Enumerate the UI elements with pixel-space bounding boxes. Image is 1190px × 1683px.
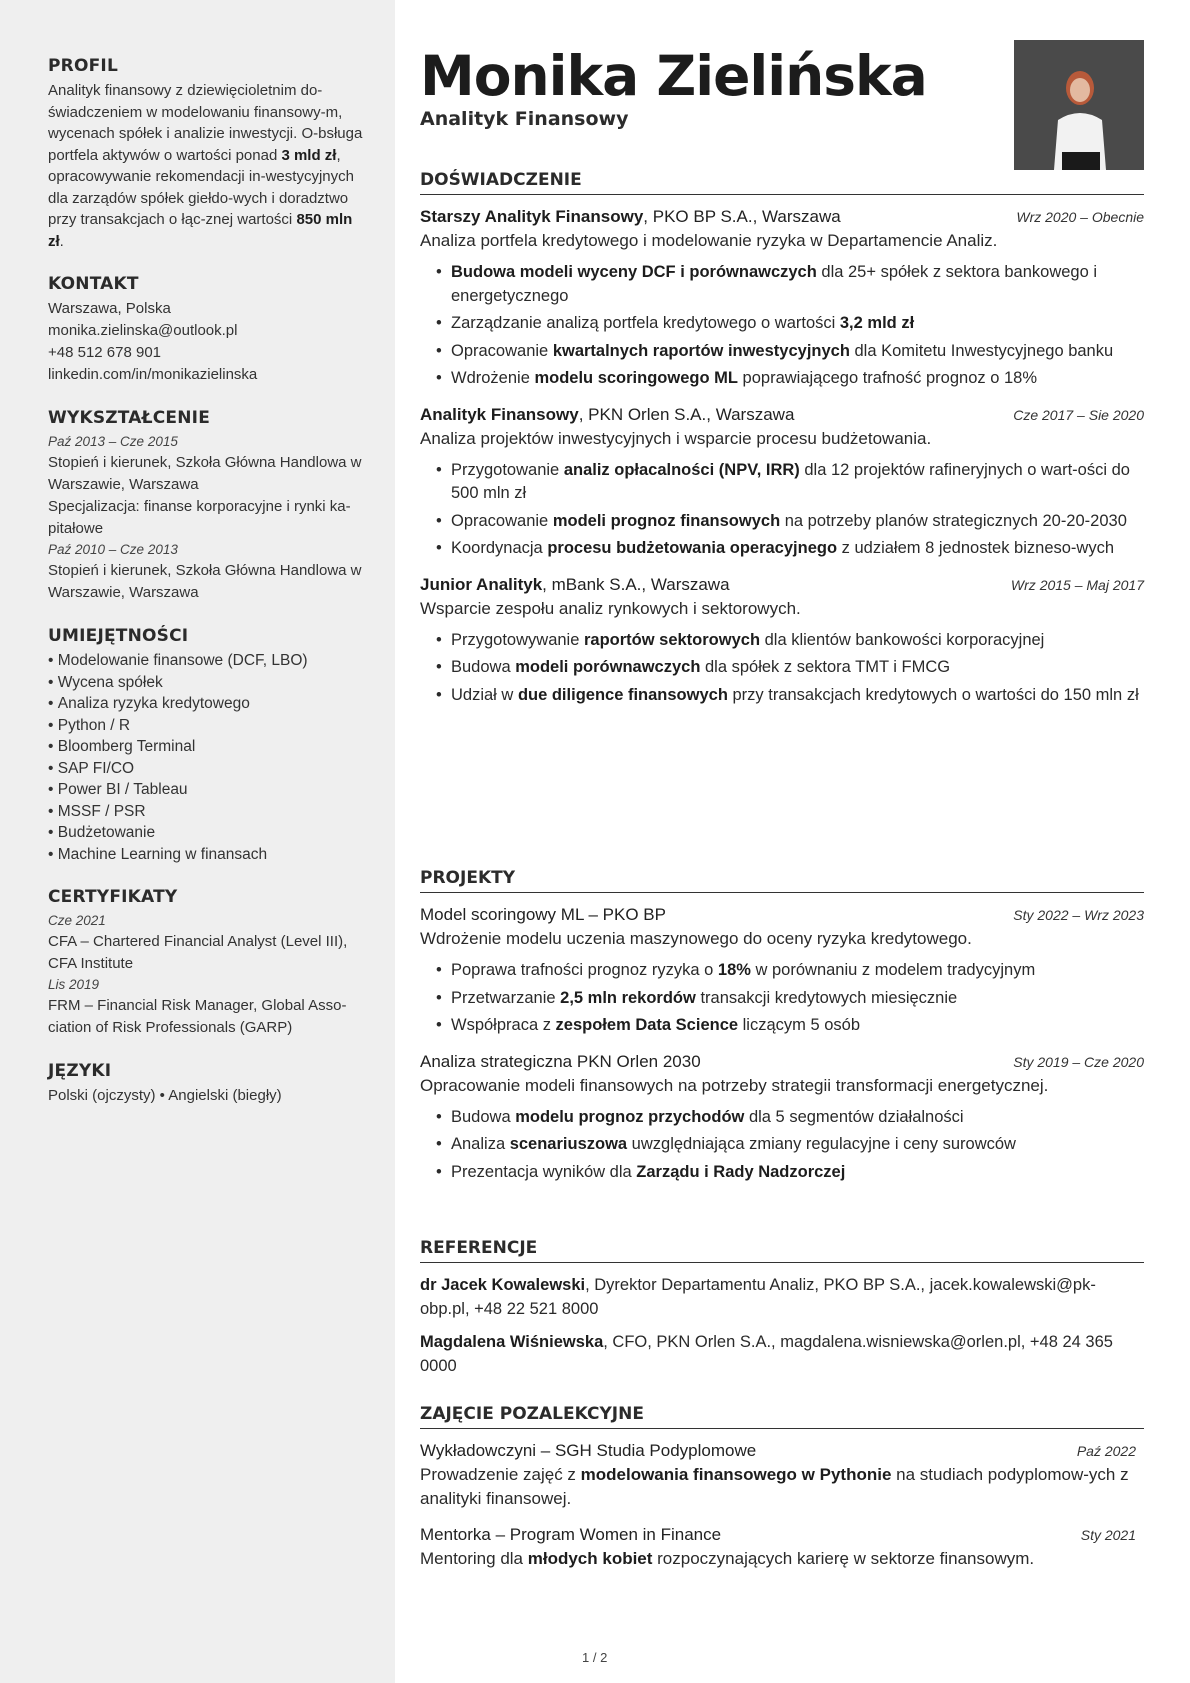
job-bullet: • Opracowanie kwartalnych raportów inwestycyjnych dla Komitetu Inwestycyjnego banku xyxy=(436,340,1144,364)
certificates-title: CERTYFIKATY xyxy=(48,887,178,907)
job-header xyxy=(420,403,1144,427)
contact-title: KONTAKT xyxy=(48,274,139,294)
profile-title: PROFIL xyxy=(48,56,118,76)
sidebar xyxy=(0,0,395,1683)
project-entry xyxy=(420,1050,1144,1185)
activity-date: Paź 2022 xyxy=(1076,1443,1136,1459)
skill-item: • Modelowanie finansowe (DCF, LBO) xyxy=(48,650,367,672)
project-bullet: • Poprawa trafności prognoz ryzyka o 18% w porównaniu z modelem tradycyjnym xyxy=(436,959,1144,983)
job-position: Junior Analityk xyxy=(420,574,543,594)
page-number: 1 / 2 xyxy=(582,1650,608,1665)
certificates-section xyxy=(48,887,367,1039)
project-bullets xyxy=(436,959,1144,1038)
job-bullets xyxy=(436,261,1144,391)
project-bullet: • Prezentacja wyników dla Zarządu i Rady Nadzorczej xyxy=(436,1161,1144,1185)
profile-photo xyxy=(1014,40,1144,170)
skills-title: UMIEJĘTNOŚCI xyxy=(48,626,189,646)
job-description: Wsparcie zespołu analiz rynkowych i sektorowych. xyxy=(420,598,801,618)
activity-description: Prowadzenie zajęć z modelowania finansowego w Pythonie na studiach podyplomow-ych z analityki finansowej. xyxy=(420,1465,1129,1508)
extracurricular-section xyxy=(420,1404,1144,1583)
project-description: Opracowanie modeli finansowych na potrzeby strategii transformacji energetycznej. xyxy=(420,1075,1049,1095)
job-description: Analiza portfela kredytowego i modelowanie ryzyka w Departamencie Analiz. xyxy=(420,231,998,250)
certificate-text: CFA – Chartered Financial Analyst (Level III), CFA Institute xyxy=(48,933,348,972)
skill-item: • Python / R xyxy=(48,715,367,737)
job-position: Analityk Finansowy xyxy=(420,404,579,424)
candidate-name: Monika Zielińska xyxy=(420,44,927,108)
reference-item: Magdalena Wiśniewska, CFO, PKN Orlen S.A., magdalena.wisniewska@orlen.pl, +48 24 365 0000 xyxy=(420,1333,1113,1375)
job-header xyxy=(420,205,1144,229)
activity-date: Sty 2021 xyxy=(1080,1527,1136,1543)
education-section xyxy=(48,408,367,604)
project-header xyxy=(420,903,1144,927)
skill-item: • Analiza ryzyka kredytowego xyxy=(48,693,367,715)
skill-item: • MSSF / PSR xyxy=(48,801,367,823)
contact-section xyxy=(48,274,367,386)
job-bullet: • Budowa modeli wyceny DCF i porównawczych dla 25+ spółek z sektora bankowego i energetycznego xyxy=(436,261,1144,308)
skills-list xyxy=(48,650,367,865)
activity-name: Wykładowczyni – SGH Studia Podyplomowe xyxy=(420,1441,757,1460)
portrait-image xyxy=(1014,40,1144,170)
job-date: Wrz 2015 – Maj 2017 xyxy=(1010,576,1144,593)
contact-phone: +48 512 678 901 xyxy=(48,344,162,361)
education-date: Paź 2013 – Cze 2015 xyxy=(48,434,178,449)
extracurricular-title: ZAJĘCIE POZALEKCYJNE xyxy=(420,1404,1144,1429)
project-name: Analiza strategiczna PKN Orlen 2030 xyxy=(420,1051,701,1071)
job-bullet: • Opracowanie modeli prognoz finansowych na potrzeby planów strategicznych 20-20-2030 xyxy=(436,510,1144,534)
job-bullets xyxy=(436,629,1144,708)
job-bullet: • Udział w due diligence finansowych przy transakcjach kredytowych o wartości do 150 mln zł xyxy=(436,684,1144,708)
project-bullets xyxy=(436,1106,1144,1185)
activity-entry xyxy=(420,1439,1144,1511)
contact-location: Warszawa, Polska xyxy=(48,300,171,317)
job-header xyxy=(420,573,1144,597)
skill-item: • Power BI / Tableau xyxy=(48,779,367,801)
experience-section xyxy=(420,170,1144,719)
education-title: WYKSZTAŁCENIE xyxy=(48,408,211,428)
projects-section xyxy=(420,868,1144,1196)
project-date: Sty 2019 – Cze 2020 xyxy=(1013,1053,1144,1070)
skill-item: • SAP FI/CO xyxy=(48,758,367,780)
certificate-date: Cze 2021 xyxy=(48,913,106,928)
main-content xyxy=(420,0,1144,1683)
certificate-text: FRM – Financial Risk Manager, Global Asso-ciation of Risk Professionals (GARP) xyxy=(48,997,347,1036)
project-header xyxy=(420,1050,1144,1074)
skill-item: • Wycena spółek xyxy=(48,672,367,694)
job-entry xyxy=(420,573,1144,708)
projects-title: PROJEKTY xyxy=(420,868,1144,893)
job-date: Wrz 2020 – Obecnie xyxy=(1016,209,1144,225)
project-bullet: • Współpraca z zespołem Data Science liczącym 5 osób xyxy=(436,1014,1144,1038)
project-entry xyxy=(420,903,1144,1038)
job-company: , mBank S.A., Warszawa xyxy=(542,574,730,594)
education-school: Stopień i kierunek, Szkoła Główna Handlowa w Warszawie, Warszawa xyxy=(48,562,362,601)
contact-email[interactable]: monika.zielinska@outlook.pl xyxy=(48,322,238,339)
languages-section xyxy=(48,1061,367,1107)
job-bullet: • Budowa modeli porównawczych dla spółek z sektora TMT i FMCG xyxy=(436,656,1144,680)
project-bullet: • Przetwarzanie 2,5 mln rekordów transakcji kredytowych miesięcznie xyxy=(436,987,1144,1011)
activity-description: Mentoring dla młodych kobiet rozpoczynających karierę w sektorze finansowym. xyxy=(420,1549,1035,1568)
project-name: Model scoringowy ML – PKO BP xyxy=(420,905,666,924)
certificate-date: Lis 2019 xyxy=(48,977,100,992)
project-description: Wdrożenie modelu uczenia maszynowego do oceny ryzyka kredytowego. xyxy=(420,929,972,948)
job-company: , PKN Orlen S.A., Warszawa xyxy=(578,404,795,424)
candidate-role: Analityk Finansowy xyxy=(420,108,629,130)
job-date: Cze 2017 – Sie 2020 xyxy=(1013,406,1144,423)
education-school: Stopień i kierunek, Szkoła Główna Handlowa w Warszawie, Warszawa xyxy=(48,454,362,493)
experience-title: DOŚWIADCZENIE xyxy=(420,170,1144,195)
job-bullet: • Przygotowywanie raportów sektorowych dla klientów bankowości korporacyjnej xyxy=(436,629,1144,653)
skill-item: • Budżetowanie xyxy=(48,822,367,844)
profile-text: Analityk finansowy z dziewięcioletnim do-świadczeniem w modelowaniu finansowy-m, wycenach spółek i analizie inwestycji. O-bsługa portfela aktywów o wartości ponad 3 mld zł, opracowywanie rekomendacji in-westycyjnych dla zarządów spółek giełdo-wych i doradztwo przy transakcjach o łąc-znej wartości 850 mln zł. xyxy=(48,82,363,250)
job-position: Starszy Analityk Finansowy xyxy=(420,207,644,226)
profile-section xyxy=(48,56,367,252)
job-description: Analiza projektów inwestycyjnych i wsparcie procesu budżetowania. xyxy=(420,428,932,448)
project-bullet: • Analiza scenariuszowa uwzględniająca zmiany regulacyjne i ceny surowców xyxy=(436,1133,1144,1157)
references-section xyxy=(420,1238,1144,1387)
project-bullet: • Budowa modelu prognoz przychodów dla 5 segmentów działalności xyxy=(436,1106,1144,1130)
skill-item: • Machine Learning w finansach xyxy=(48,844,367,866)
job-entry xyxy=(420,205,1144,391)
job-bullet: • Przygotowanie analiz opłacalności (NPV, IRR) dla 12 projektów rafineryjnych o wart-ości do 500 mln zł xyxy=(436,459,1144,506)
job-bullet: • Wdrożenie modelu scoringowego ML poprawiającego trafność prognoz o 18% xyxy=(436,367,1144,391)
languages-text: Polski (ojczysty) • Angielski (biegły) xyxy=(48,1087,282,1104)
activity-header xyxy=(420,1439,1144,1463)
languages-title: JĘZYKI xyxy=(48,1061,112,1081)
project-date: Sty 2022 – Wrz 2023 xyxy=(1013,907,1144,923)
activity-header xyxy=(420,1523,1144,1547)
job-bullet: • Zarządzanie analizą portfela kredytowego o wartości 3,2 mld zł xyxy=(436,312,1144,336)
education-extra: Specjalizacja: finanse korporacyjne i rynki ka-pitałowe xyxy=(48,498,351,537)
job-bullet: • Koordynacja procesu budżetowania operacyjnego z udziałem 8 jednostek bizneso-wych xyxy=(436,537,1144,561)
job-entry xyxy=(420,403,1144,561)
job-bullets xyxy=(436,459,1144,561)
activity-entry xyxy=(420,1523,1144,1571)
job-company: , PKO BP S.A., Warszawa xyxy=(643,207,841,226)
reference-item: dr Jacek Kowalewski, Dyrektor Departamentu Analiz, PKO BP S.A., jacek.kowalewski@pk-obp.pl, +48 22 521 8000 xyxy=(420,1276,1096,1318)
skills-section xyxy=(48,626,367,865)
skill-item: • Bloomberg Terminal xyxy=(48,736,367,758)
references-title: REFERENCJE xyxy=(420,1238,1144,1263)
education-date: Paź 2010 – Cze 2013 xyxy=(48,542,178,557)
contact-linkedin[interactable]: linkedin.com/in/monikazielinska xyxy=(48,366,258,383)
activity-name: Mentorka – Program Women in Finance xyxy=(420,1525,722,1544)
